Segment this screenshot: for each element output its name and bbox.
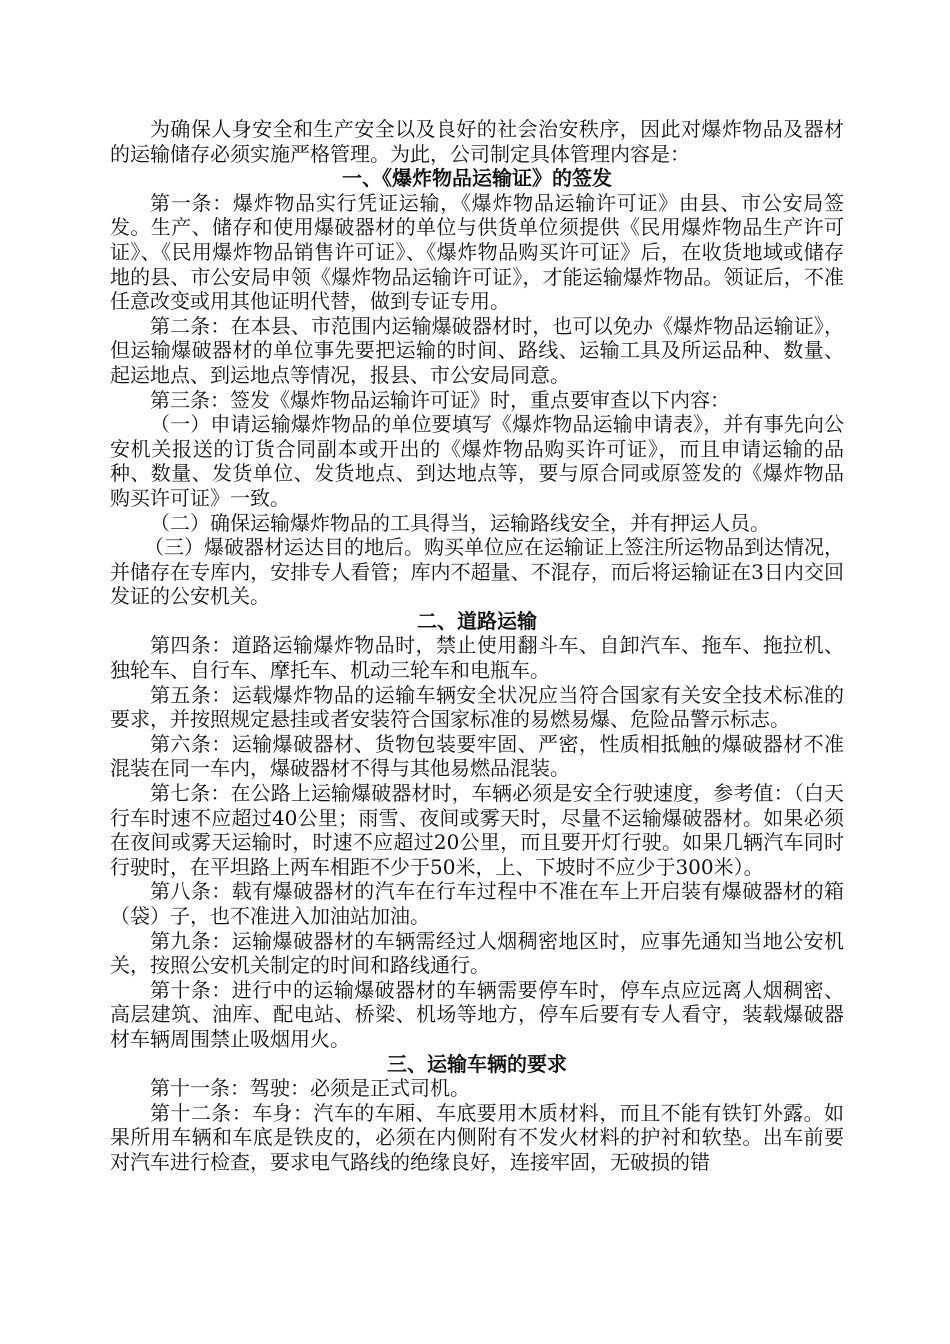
intro-paragraph: 为确保人身安全和生产安全以及良好的社会治安秩序，因此对爆炸物品及器材的运输储存必须实施严格管理。为此，公司制定具体管理内容是： [110,117,844,166]
article-4: 第四条：道路运输爆炸物品时，禁止使用翻斗车、自卸汽车、拖车、拖拉机、独轮车、自行车、摩托车、机动三轮车和电瓶车。 [110,633,844,683]
article-9: 第九条：运输爆破器材的车辆需经过人烟稠密地区时，应事先通知当地公安机关，按照公安机关制定的时间和路线通行。 [110,928,844,978]
article-10: 第十条：进行中的运输爆破器材的车辆需要停车时，停车点应远离人烟稠密、高层建筑、油库、配电站、桥梁、机场等地方，停车后要有专人看守，装载爆破器材车辆周围禁止吸烟用火。 [110,977,844,1051]
article-6: 第六条：运输爆破器材、货物包装要牢固、严密，性质相抵触的爆破器材不准混装在同一车内，爆破器材不得与其他易燃品混装。 [110,731,844,781]
article-1: 第一条：爆炸物品实行凭证运输，《爆炸物品运输许可证》由县、市公安局签发。生产、储存和使用爆破器材的单位与供货单位须提供《民用爆炸物品生产许可证》、《民用爆炸物品销售许可证》、《爆炸物品购买许可证》后，在收货地域或储存地的县、市公安局申领《爆炸物品运输许可证》，才能运输爆炸物品。领证后，不准任意改变或用其他证明代替，做到专证专用。 [110,190,844,314]
article-11: 第十一条：驾驶：必须是正式司机。 [150,1076,470,1101]
article-3-item-3: （三）爆破器材运达目的地后。购买单位应在运输证上签注所运物品到达情况，并储存在专库内，安排专人看管；库内不超量、不混存，而后将运输证在3日内交回发证的公安机关。 [110,535,844,609]
article-5: 第五条：运载爆炸物品的运输车辆安全状况应当符合国家有关安全技术标准的要求，并按照规定悬挂或者安装符合国家标准的易燃易爆、危险品警示标志。 [110,682,844,732]
article-3: 第三条：签发《爆炸物品运输许可证》时，重点要审查以下内容： [150,387,730,412]
article-3-item-2: （二）确保运输爆炸物品的工具得当，运输路线安全，并有押运人员。 [150,510,770,535]
section-3-heading: 三、运输车辆的要求 [387,1051,567,1076]
section-1-heading: 一、《爆炸物品运输证》的签发 [342,166,612,191]
article-7: 第七条：在公路上运输爆破器材时，车辆必须是安全行驶速度，参考值：（白天行车时速不应超过40公里；雨雪、夜间或雾天时，尽量不运输爆破器材。如果必须在夜间或雾天运输时，时速不应超过20公里，而且要开灯行驶。如果几辆汽车同时行驶时，在平坦路上两车相距不少于50米，上、下坡时不应少于300米）。 [110,781,844,879]
article-8: 第八条：载有爆破器材的汽车在行车过程中不准在车上开启装有爆破器材的箱（袋）子，也不准进入加油站加油。 [110,879,844,928]
document-body [110,117,844,1175]
article-2: 第二条：在本县、市范围内运输爆破器材时，也可以免办《爆炸物品运输证》，但运输爆破器材的单位事先要把运输的时间、路线、运输工具及所运品种、数量、起运地点、到运地点等情况，报县、市公安局同意。 [110,313,844,387]
article-12: 第十二条：车身：汽车的车厢、车底要用木质材料，而且不能有铁钉外露。如果所用车辆和车底是铁皮的，必须在内侧附有不发火材料的护衬和软垫。出车前要对汽车进行检查，要求电气路线的绝缘良好，连接牢固，无破损的错 [110,1100,844,1174]
section-2-heading: 二、道路运输 [417,608,537,633]
article-3-item-1: （一）申请运输爆炸物品的单位要填写《爆炸物品运输申请表》，并有事先向公安机关报送的订货合同副本或开出的《爆炸物品购买许可证》，而且申请运输的品种、数量、发货单位、发货地点、到达地点等，要与原合同或原签发的《爆炸物品购买许可证》一致。 [110,412,844,510]
